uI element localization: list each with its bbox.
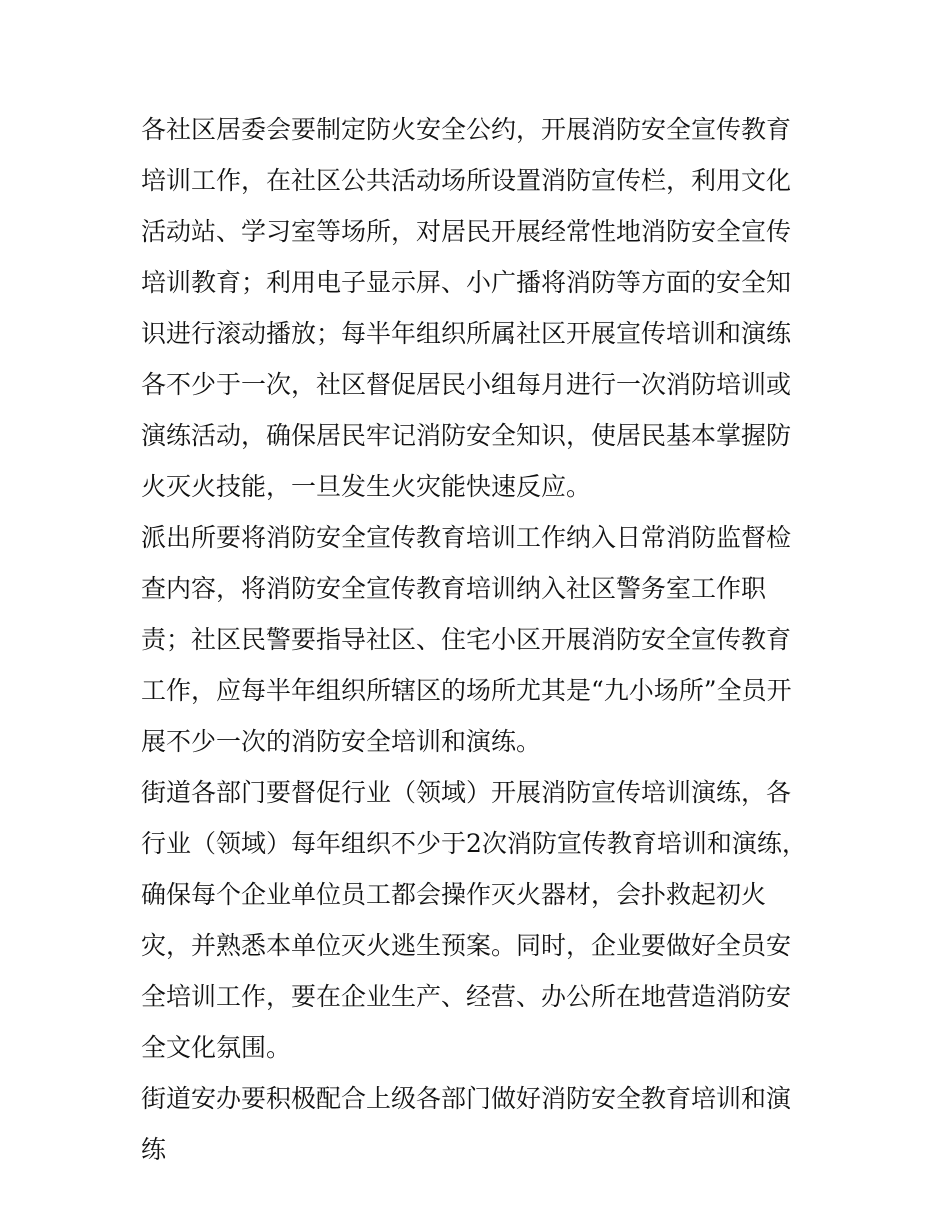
- paragraph-street-safety-office: 街道安办要积极配合上级各部门做好消防安全教育培训和演练: [141, 1084, 792, 1164]
- paragraph-police-station: 派出所要将消防安全宣传教育培训工作纳入日常消防监督检查内容，将消防安全宣传教育培训纳入社区警务室工作职责；社区民警要指导社区、住宅小区开展消防安全宣传教育工作，应每半年组织所辖区的场所尤其是“九小场所”全员开展不少一次的消防安全培训和演练。: [141, 523, 792, 756]
- paragraph-community-committees: 各社区居委会要制定防火安全公约，开展消防安全宣传教育培训工作，在社区公共活动场所设置消防宣传栏，利用文化活动站、学习室等场所，对居民开展经常性地消防安全宣传培训教育；利用电子显示屏、小广播将消防等方面的安全知识进行滚动播放；每半年组织所属社区开展宣传培训和演练各不少于一次，社区督促居民小组每月进行一次消防培训或演练活动，确保居民牢记消防安全知识，使居民基本掌握防火灭火技能，一旦发生火灾能快速反应。: [141, 115, 792, 501]
- document-body: [141, 104, 813, 1175]
- paragraph-street-departments: 街道各部门要督促行业（领域）开展消防宣传培训演练，各行业（领域）每年组织不少于2次消防宣传教育培训和演练，确保每个企业单位员工都会操作灭火器材，会扑救起初火灾，并熟悉本单位灭火逃生预案。同时，企业要做好全员安全培训工作，要在企业生产、经营、办公所在地营造消防安全文化氛围。: [141, 778, 807, 1062]
